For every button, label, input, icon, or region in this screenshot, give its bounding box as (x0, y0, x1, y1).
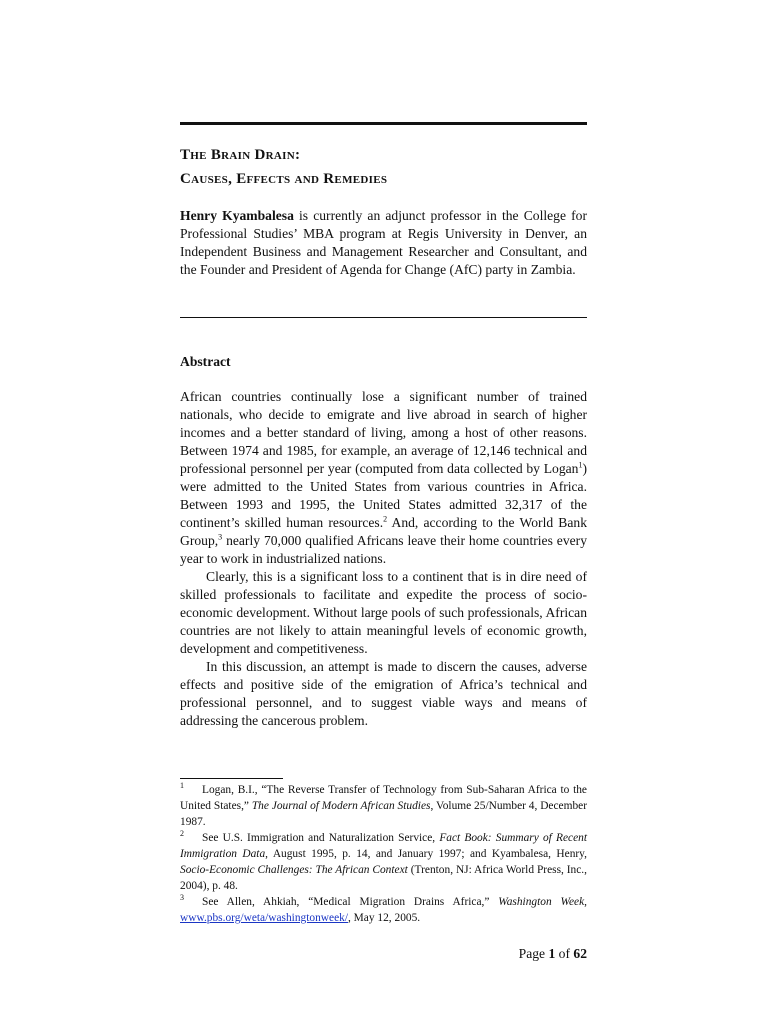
footnote-3: 3 See Allen, Ahkiah, “Medical Migration Drains Africa,” Washington Week, www.pbs.org/weta/washingtonweek/, May 12, 2005. (180, 893, 587, 924)
document-title (180, 143, 587, 191)
author-bio-text: is currently an adjunct professor in the College for Professional Studies’ MBA program at Regis University in Denver, an Independent Business and Management Researcher and Consultant, and the Founder and President of Agenda for Change (AfC) party in Zambia. (180, 208, 587, 277)
footnotes (180, 782, 587, 926)
footnote-text: See U.S. Immigration and Naturalization Service, (202, 832, 440, 844)
abstract-text: And, according to the World Bank Group, (180, 515, 587, 548)
abstract-text: ) were admitted to the United States from various countries in Africa. Between 1993 and 1995, the United States admitted 32,317 of the continent’s skilled human resources. (180, 461, 587, 530)
abstract-paragraph-2: Clearly, this is a significant loss to a continent that is in dire need of skilled professionals to facilitate and expedite the process of socio-economic development. Without large pools of such professionals, African countries are not likely to attain meaningful levels of economic growth, development and competitiveness. (180, 569, 587, 656)
footnote-text: (Trenton, NJ: Africa World Press, Inc., 2004), p. 48. (180, 864, 587, 892)
footnote-text: , Volume 25/Number 4, December 1987. (180, 800, 588, 828)
footnote-ref-3[interactable]: 3 (218, 532, 223, 542)
page-number (519, 945, 587, 963)
abstract-paragraph-1 (180, 388, 587, 568)
total-pages: 62 (573, 946, 587, 961)
footnote-ref-2[interactable]: 2 (383, 514, 388, 524)
footnote-text: Logan, B.I., “The Reverse Transfer of Technology from Sub-Saharan Africa to the United States,” (180, 784, 587, 812)
abstract-text: African countries continually lose a significant number of trained nationals, who decide to emigrate and live abroad in search of higher incomes and a better standard of living, among a host of other reasons. Between 1974 and 1985, for example, an average of 12,146 technical and professional personnel per year (computed from data collected by Logan (180, 389, 587, 476)
footnote-source-title: Washington Week (498, 896, 585, 908)
footnote-separator (180, 778, 283, 779)
footnote-source-title: Socio-Economic Challenges: The African Context (180, 864, 408, 876)
document-page (180, 0, 587, 1024)
current-page: 1 (548, 946, 556, 961)
author-bio (180, 207, 587, 279)
page-number-label: Page (518, 946, 549, 961)
author-name: Henry Kyambalesa (180, 208, 294, 223)
abstract-heading: Abstract (180, 354, 231, 369)
footnote-text: , May 12, 2005. (347, 912, 421, 924)
abstract-text: nearly 70,000 qualified Africans leave their home countries every year to work in industrialized nations. (180, 533, 587, 566)
section-rule (180, 317, 587, 318)
title-line-1: The Brain Drain: (180, 147, 301, 163)
footnote-text: See Allen, Ahkiah, “Medical Migration Drains Africa,” (202, 896, 499, 908)
footnote-ref-1[interactable]: 1 (578, 460, 583, 470)
footnote-source-title: The Journal of Modern African Studies (251, 800, 431, 812)
footnote-1: 1 Logan, B.I., “The Reverse Transfer of Technology from Sub-Saharan Africa to the United States,” The Journal of Modern African Studies, Volume 25/Number 4, December 1987. (180, 781, 588, 828)
footnote-2: 2 See U.S. Immigration and Naturalization Service, Fact Book: Summary of Recent Immigration Data, August 1995, p. 14, and January 1997; and Kyambalesa, Henry, Socio-Economic Challenges: The African Context (Trenton, NJ: Africa World Press, Inc., 2004), p. 48. (180, 829, 587, 892)
abstract-paragraph-3: In this discussion, an attempt is made to discern the causes, adverse effects and positive side of the emigration of Africa’s technical and professional personnel, and to suggest viable ways and means of addressing the cancerous problem. (180, 659, 587, 728)
footnote-text: , August 1995, p. 14, and January 1997; and Kyambalesa, Henry, (265, 848, 587, 860)
footnote-link[interactable]: www.pbs.org/weta/washingtonweek/ (180, 912, 348, 924)
top-rule (180, 122, 587, 125)
footnote-source-title: Fact Book: Summary of Recent Immigration Data (180, 832, 587, 860)
page-number-of: of (555, 946, 574, 961)
abstract-body (180, 388, 587, 730)
title-line-2: Causes, Effects and Remedies (180, 171, 388, 187)
footnote-text: , (584, 896, 587, 908)
